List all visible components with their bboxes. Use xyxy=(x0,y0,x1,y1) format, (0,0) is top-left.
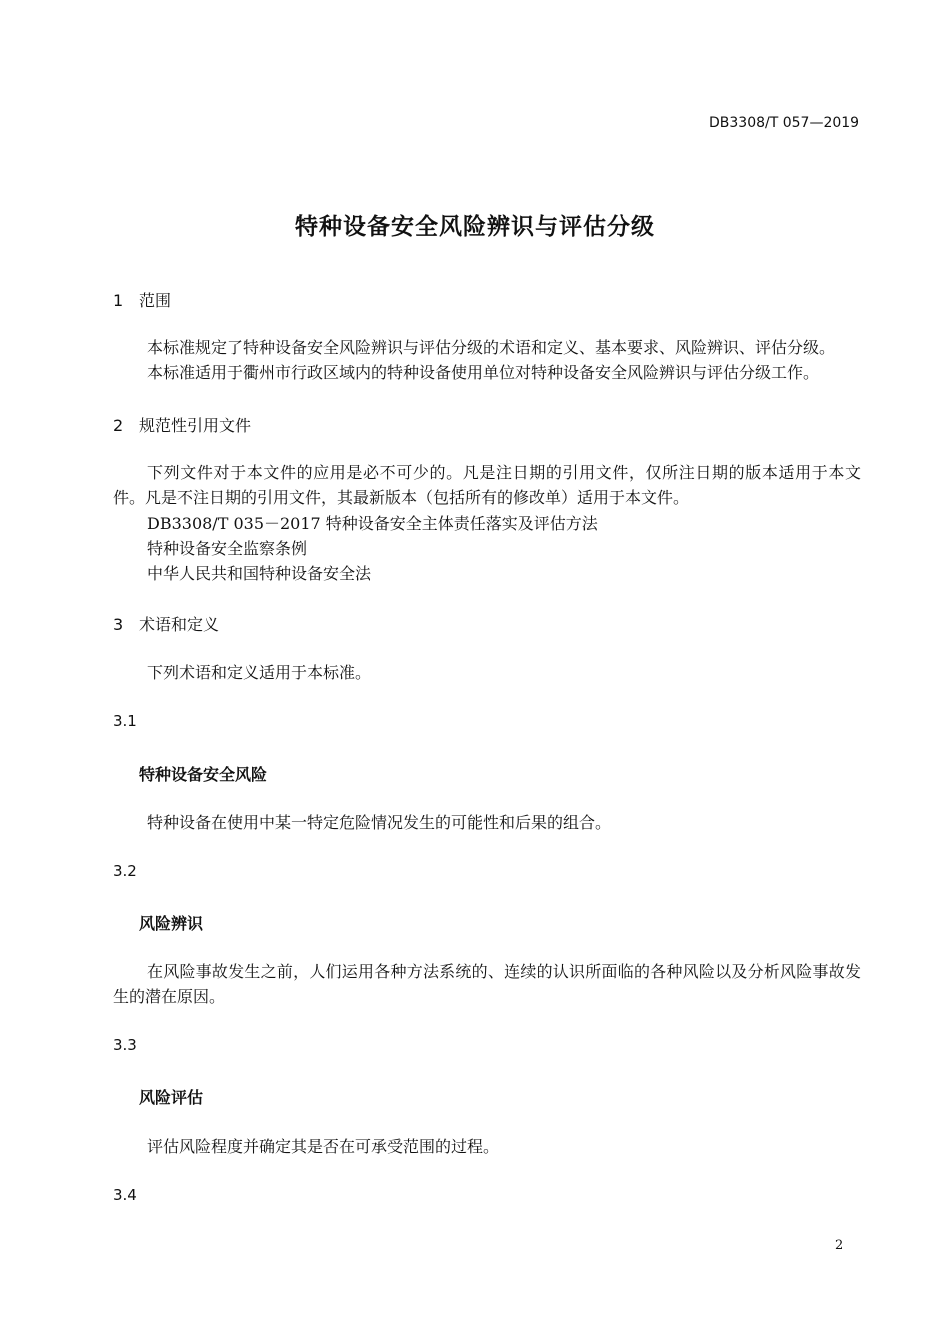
normative-reference: DB3308/T 035－2017 特种设备安全主体责任落实及评估方法 xyxy=(147,514,598,533)
section-title: 规范性引用文件 xyxy=(139,416,252,435)
section-number: 1 xyxy=(113,291,124,310)
document-title: 特种设备安全风险辨识与评估分级 xyxy=(295,214,655,240)
page-number: 2 xyxy=(835,1238,844,1253)
paragraph: 本标准规定了特种设备安全风险辨识与评估分级的术语和定义、基本要求、风险辨识、评估分级。 xyxy=(147,338,836,357)
section-1-heading xyxy=(113,288,171,311)
term-name: 风险辨识 xyxy=(139,914,204,933)
term-name: 风险评估 xyxy=(139,1088,204,1107)
paragraph: 本标准适用于衢州市行政区域内的特种设备使用单位对特种设备安全风险辨识与评估分级工作。 xyxy=(147,363,820,382)
term-number: 3.1 xyxy=(113,712,137,730)
term-number: 3.2 xyxy=(113,862,137,880)
paragraph: 下列术语和定义适用于本标准。 xyxy=(147,663,372,682)
term-number: 3.4 xyxy=(113,1186,137,1204)
normative-reference: 特种设备安全监察条例 xyxy=(147,539,308,558)
section-number: 3 xyxy=(113,615,124,634)
term-definition: 评估风险程度并确定其是否在可承受范围的过程。 xyxy=(147,1137,500,1156)
term-number: 3.3 xyxy=(113,1036,137,1054)
section-title: 范围 xyxy=(139,291,172,310)
section-3-heading xyxy=(113,612,219,635)
term-name: 特种设备安全风险 xyxy=(139,765,268,784)
paragraph: 下列文件对于本文件的应用是必不可少的。凡是注日期的引用文件，仅所注日期的版本适用于本文件。凡是不注日期的引用文件，其最新版本（包括所有的修改单）适用于本文件。 xyxy=(113,463,861,507)
term-definition: 在风险事故发生之前，人们运用各种方法系统的、连续的认识所面临的各种风险以及分析风险事故发生的潜在原因。 xyxy=(113,962,861,1006)
term-definition: 特种设备在使用中某一特定危险情况发生的可能性和后果的组合。 xyxy=(147,813,612,832)
section-number: 2 xyxy=(113,416,124,435)
section-2-heading xyxy=(113,413,251,436)
normative-reference: 中华人民共和国特种设备安全法 xyxy=(147,564,372,583)
document-code: DB3308/T 057—2019 xyxy=(709,115,860,131)
section-title: 术语和定义 xyxy=(139,615,220,634)
